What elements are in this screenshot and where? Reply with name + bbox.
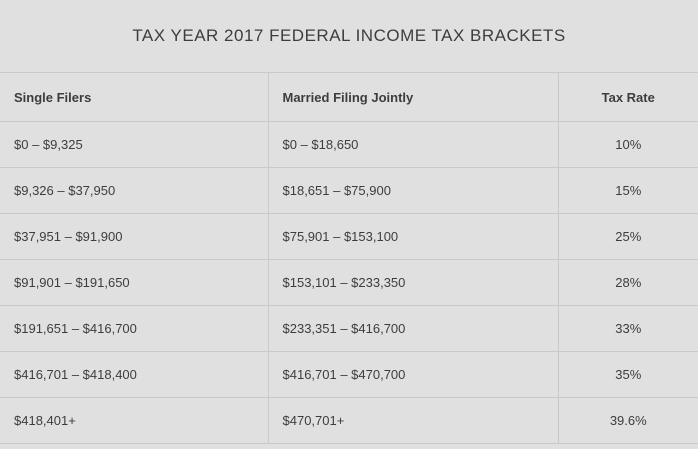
- cell-married-filing-jointly: $416,701 – $470,700: [268, 352, 558, 398]
- cell-tax-rate: 15%: [558, 168, 698, 214]
- table-row: [0, 306, 698, 352]
- table-row: [0, 122, 698, 168]
- column-header-tax-rate: Tax Rate: [558, 73, 698, 122]
- page-title-bar: [0, 0, 698, 72]
- cell-single-filers: $418,401+: [0, 398, 268, 444]
- cell-single-filers: $37,951 – $91,900: [0, 214, 268, 260]
- cell-married-filing-jointly: $470,701+: [268, 398, 558, 444]
- page-title: TAX YEAR 2017 FEDERAL INCOME TAX BRACKETS: [132, 26, 566, 45]
- cell-tax-rate: 35%: [558, 352, 698, 398]
- cell-married-filing-jointly: $0 – $18,650: [268, 122, 558, 168]
- table-header-row: [0, 73, 698, 122]
- tax-brackets-table: [0, 72, 698, 444]
- cell-married-filing-jointly: $153,101 – $233,350: [268, 260, 558, 306]
- cell-single-filers: $0 – $9,325: [0, 122, 268, 168]
- column-header-single-filers: Single Filers: [0, 73, 268, 122]
- cell-married-filing-jointly: $75,901 – $153,100: [268, 214, 558, 260]
- table-body: [0, 122, 698, 444]
- cell-single-filers: $91,901 – $191,650: [0, 260, 268, 306]
- table-header: [0, 73, 698, 122]
- cell-single-filers: $9,326 – $37,950: [0, 168, 268, 214]
- column-header-married-filing-jointly: Married Filing Jointly: [268, 73, 558, 122]
- table-row: [0, 214, 698, 260]
- table-row: [0, 168, 698, 214]
- cell-tax-rate: 28%: [558, 260, 698, 306]
- cell-tax-rate: 39.6%: [558, 398, 698, 444]
- table-row: [0, 398, 698, 444]
- cell-single-filers: $191,651 – $416,700: [0, 306, 268, 352]
- cell-single-filers: $416,701 – $418,400: [0, 352, 268, 398]
- table-row: [0, 260, 698, 306]
- cell-married-filing-jointly: $233,351 – $416,700: [268, 306, 558, 352]
- cell-tax-rate: 33%: [558, 306, 698, 352]
- cell-married-filing-jointly: $18,651 – $75,900: [268, 168, 558, 214]
- table-row: [0, 352, 698, 398]
- cell-tax-rate: 25%: [558, 214, 698, 260]
- cell-tax-rate: 10%: [558, 122, 698, 168]
